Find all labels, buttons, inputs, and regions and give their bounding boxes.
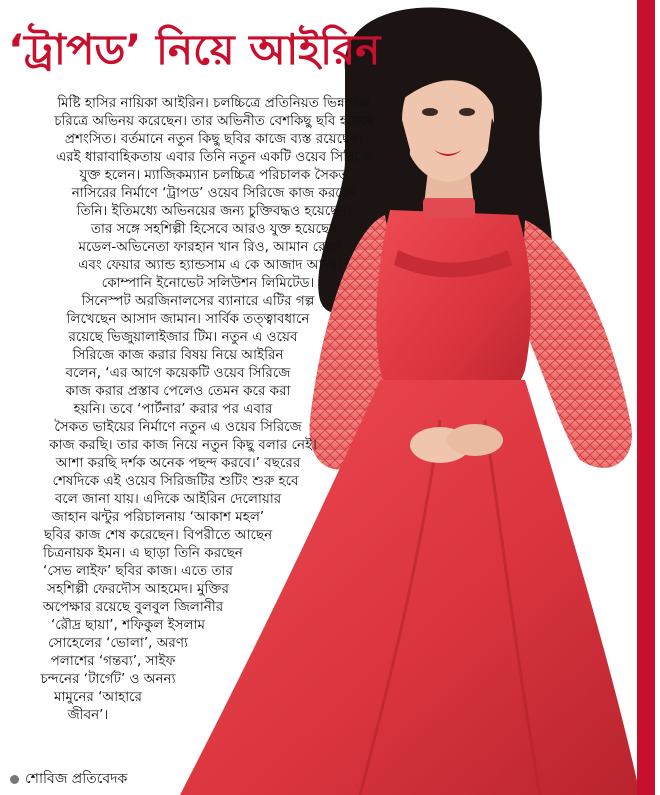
byline (10, 768, 127, 790)
article-line: অপেক্ষার রয়েছে বুলবুল জিলানীর (42, 599, 224, 615)
article-line: বলেন, ‘এর আগে কয়েকটি ওয়েব সিরিজে (65, 365, 291, 381)
article-line: এরই ধারাবাহিকতায় এবার তিনি নতুন একটি ওয়েব সিরিজে (55, 149, 372, 165)
article-line: আশা করছি দর্শক অনেক পছন্দ করবে।’ বছরের (55, 455, 301, 471)
article-line: রয়েছে ভিজুয়ালাইজার টিম। নতুন এ ওয়েব (68, 329, 298, 345)
article-line: সিরিজে কাজ করার বিষয় নিয়ে আইরিন (72, 347, 284, 363)
article-line: তিনি। ইতিমধ্যে অভিনয়ের জন্য চুক্তিবদ্ধও হয়েছেন। (76, 203, 352, 219)
article-line: ‘সেভ লাইফ’ ছবির কাজ। এতে তার (43, 563, 233, 579)
headline: ‘ট্রাপড’ নিয়ে আইরিন (8, 25, 381, 74)
article-line: মামুনের ‘আহারে (53, 689, 142, 705)
article-body (8, 92, 428, 752)
article-line: এবং ফেয়ার অ্যান্ড হ্যান্ডসাম এ কে আজাদ আদর। (78, 257, 342, 273)
byline-text: শোবিজ প্রতিবেদক (25, 771, 128, 787)
article-line: সোহেলের ‘ভোলা’, অরণ্য (48, 635, 188, 651)
bullet-icon (10, 775, 19, 784)
article-line: ছবির কাজ শেষ করেছেন। বিপরীতে আছেন (43, 527, 273, 543)
accent-bar (637, 0, 655, 795)
article-line: কাজ করার প্রস্তাব পেলেও তেমন করে করা (65, 383, 291, 399)
article-line: মিষ্টি হাসির নায়িকা আইরিন। চলচ্চিত্রে প্রতিনিয়ত ভিন্ন ভিন্ন (57, 95, 371, 111)
article-line: সহশিল্পী ফেরদৌস আহমেদ। মুক্তির (47, 581, 229, 597)
article-line: হয়নি। তবে ‘পার্টনার’ করার পর এবার (73, 401, 273, 417)
article-line: চিত্রনায়ক ইমন। এ ছাড়া তিনি করছেন (43, 545, 243, 561)
article-line: তার সঙ্গে সহশিল্পী হিসেবে আরও যুক্ত হয়েছেন (90, 221, 338, 237)
article-line: মডেল-অভিনেতা ফারহান খান রিও, আমান রেজা (78, 239, 342, 255)
article-line: জাহান ঝন্টুর পরিচালনায় ‘আকাশ মহল’ (51, 509, 265, 525)
article-line: পলাশের ‘গন্তব্য’, সাইফ (50, 653, 176, 669)
article-line: নাসিরের নির্মাণে ‘ট্রাপড’ ওয়েব সিরিজে কাজ করবেন (71, 185, 357, 201)
article-line: প্রশংসিত। বর্তমানে নতুন কিছু ছবির কাজে ব্যস্ত রয়েছেন। (64, 131, 364, 147)
article-line: কাজ করছি। তার কাজ নিয়ে নতুন কিছু বলার নেই। (49, 437, 317, 453)
article-line: যুক্ত হলেন। ম্যাজিকম্যান চলচ্চিত্র পরিচালক সৈকত (79, 167, 349, 183)
article-line: জীবন’। (67, 707, 109, 723)
article-line: চরিত্রে অভিনয় করেছেন। তার অভিনীত বেশকিছু ছবি হয়েছে (54, 113, 374, 129)
article-line: কোম্পানি ইনোভেট সলিউশন লিমিটেড। (101, 275, 315, 291)
article-line: ‘রৌদ্র ছায়া’, শফিকুল ইসলাম (50, 617, 206, 633)
article-line: লিখেছেন আসাদ জামান। সার্বিক তত্ত্বাবধানে (66, 311, 310, 327)
article-line: বলে জানা যায়। এদিকে আইরিন দেলোয়ার (54, 491, 282, 507)
article-line: সিনেস্পট অরজিনালসের ব্যানারে এটির গল্প (81, 293, 315, 309)
article-line: সৈকত ভাইয়ের নির্মাণে নতুন এ ওয়েব সিরিজে (54, 419, 302, 435)
article-line: শেষদিকে এই ওয়েব সিরিজটির শুটিং শুরু হবে (52, 473, 299, 489)
article-line: চন্দনের ‘টার্গেট’ ও অনন্য (40, 671, 176, 687)
